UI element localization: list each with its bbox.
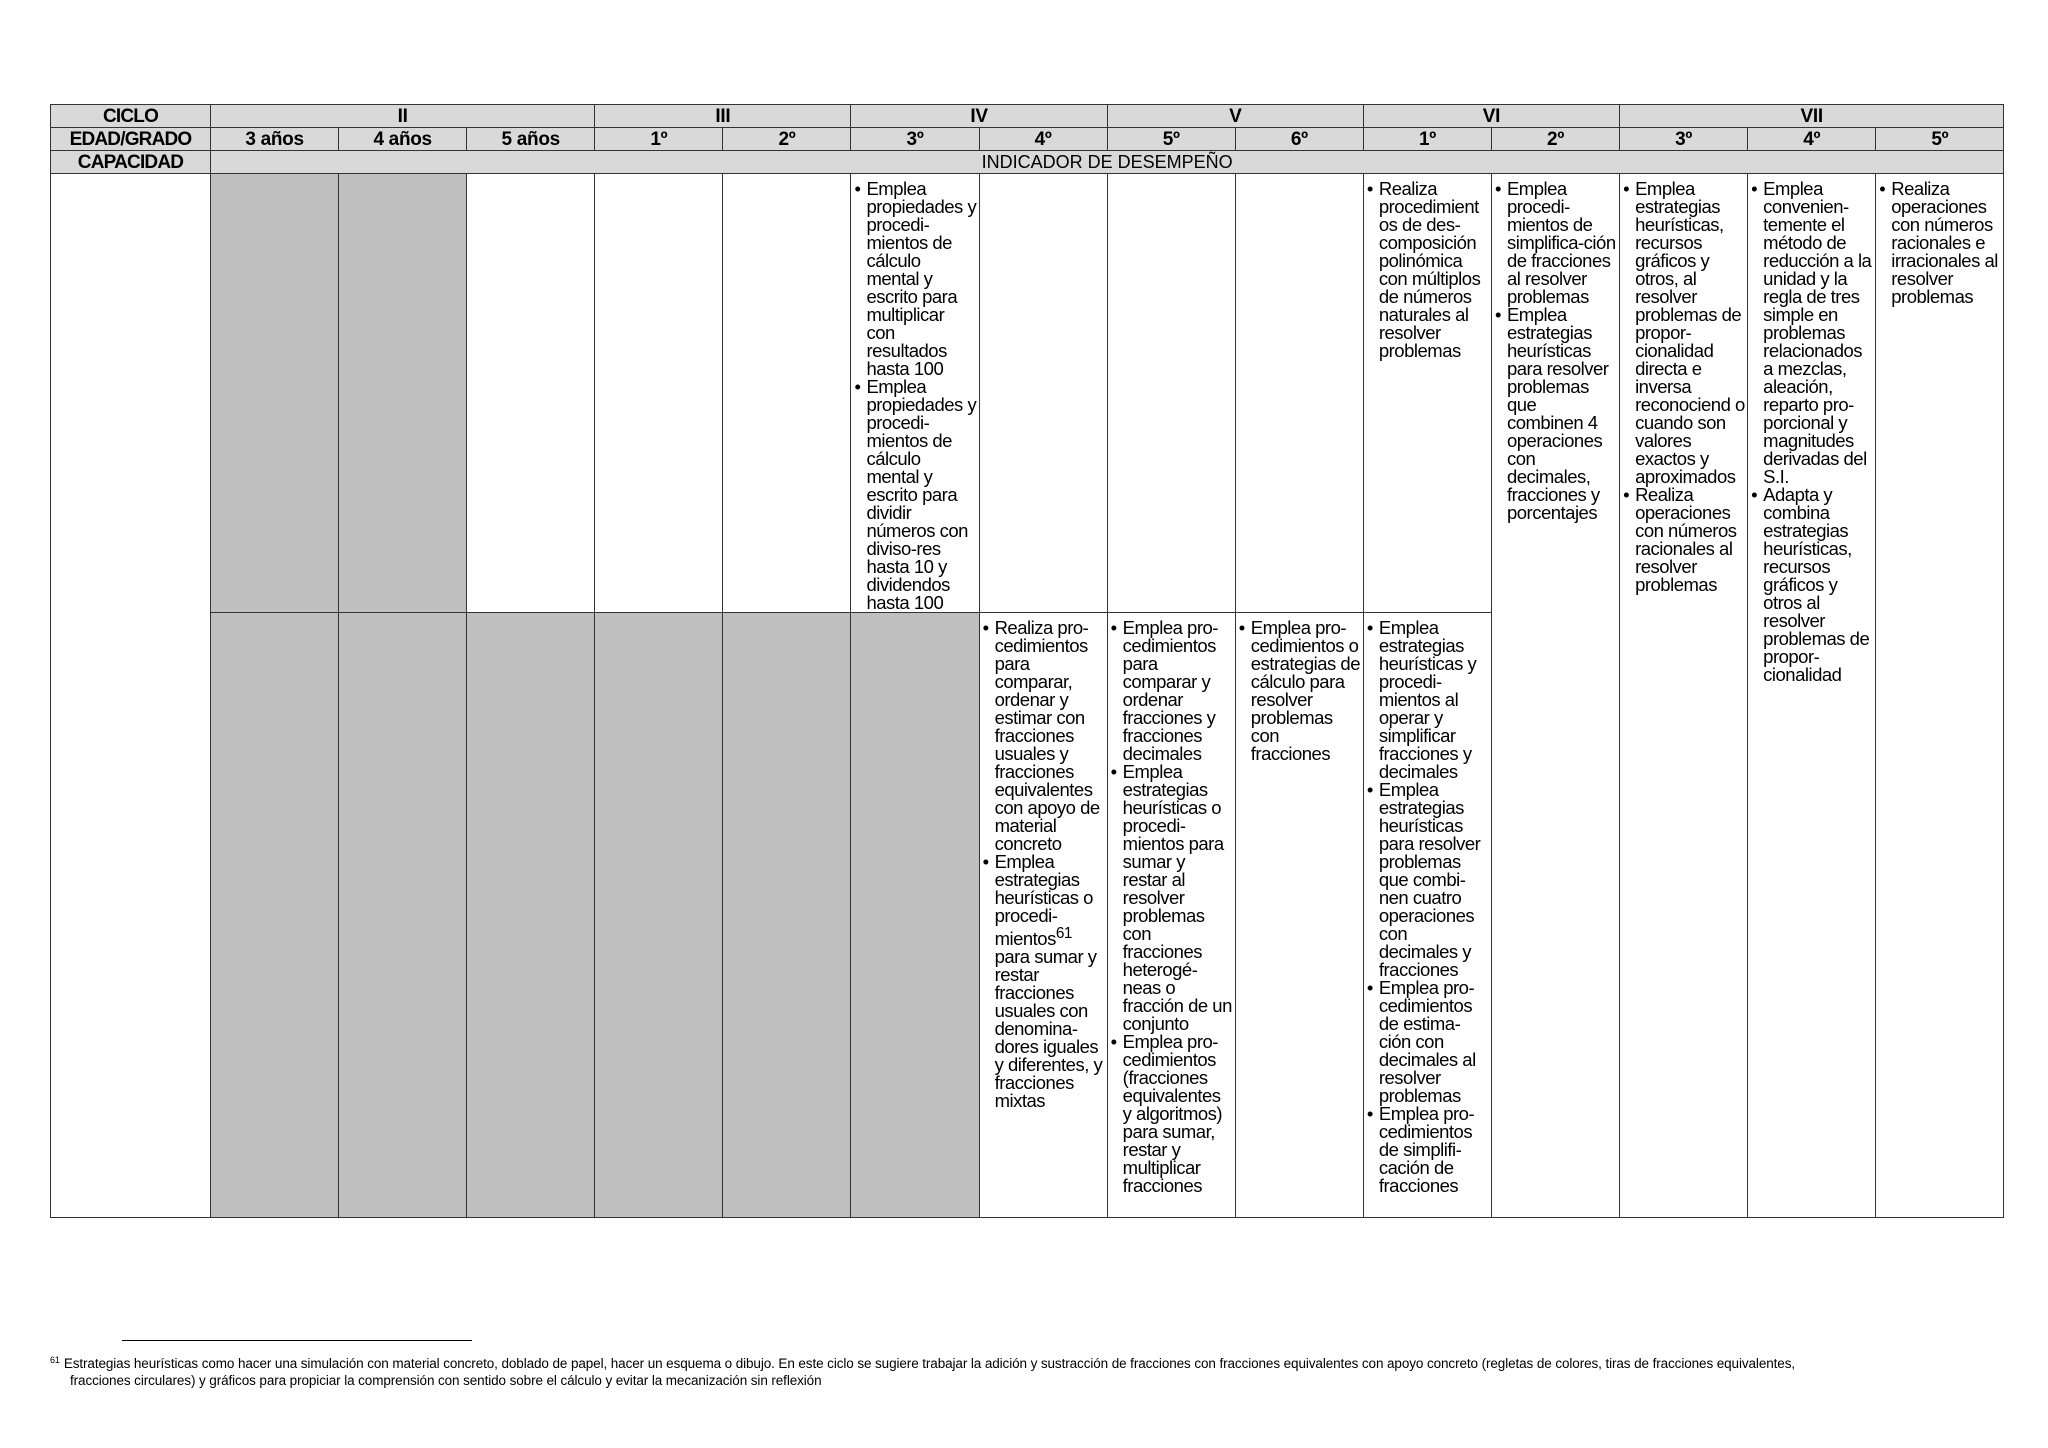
empty-cell bbox=[1235, 174, 1363, 613]
indicator-item: • Emplea pro-cedimientos de estima-ción con decimales al resolver problemas bbox=[1366, 979, 1489, 1105]
indicator-item: • Emplea pro-cedimientos (fracciones equivalentes y algoritmos) para sumar, restar y multiplicar fracciones bbox=[1110, 1033, 1233, 1195]
footnote-separator bbox=[122, 1340, 472, 1341]
grado-header: 5 años bbox=[467, 128, 595, 151]
ciclo-label: CICLO bbox=[51, 105, 211, 128]
performance-indicator-table-wrap bbox=[50, 104, 2004, 1218]
indicator-item: • Realiza procedimient os de des-composición polinómica con múltiplos de números naturales al resolver problemas bbox=[1366, 180, 1489, 360]
indicator-item: • Emplea pro-cedimientos de simplifi-cación de fracciones bbox=[1366, 1105, 1489, 1195]
cell-sec-5 bbox=[1876, 174, 2004, 1218]
grado-header: 2º bbox=[1491, 128, 1619, 151]
footnote-ref: 61 bbox=[1055, 925, 1072, 942]
indicator-row-1 bbox=[51, 174, 2004, 613]
empty-cell bbox=[467, 174, 595, 613]
grado-header: 3º bbox=[1620, 128, 1748, 151]
capacidad-label: CAPACIDAD bbox=[51, 151, 211, 174]
indicador-label: INDICADOR DE DESEMPEÑO bbox=[211, 151, 2004, 174]
cell-grado-4-row2 bbox=[979, 613, 1107, 1218]
grado-header: 1º bbox=[1363, 128, 1491, 151]
capacidad-header-row bbox=[51, 151, 2004, 174]
indicator-item: • Emplea estrategias heurísticas, recursos gráficos y otros, al resolver problemas de propor-cionalidad directa e inversa reconociend o cuando son valores exactos y aproximados bbox=[1622, 180, 1745, 486]
empty-shaded-cell bbox=[467, 613, 595, 1218]
grado-header: 4º bbox=[1748, 128, 1876, 151]
indicator-item: • Emplea procedi-mientos de simplifica-ción de fracciones al resolver problemas bbox=[1494, 180, 1617, 306]
indicator-item: • Emplea estrategias heurísticas para resolver problemas que combinen 4 operaciones con decimales, fracciones y porcentajes bbox=[1494, 306, 1617, 522]
footnote-text-line2: fracciones circulares) y gráficos para propiciar la comprensión con sentido sobre el cálculo y evitar la mecanización sin reflexión bbox=[70, 1373, 822, 1388]
grado-header: 3º bbox=[851, 128, 979, 151]
performance-indicator-table bbox=[50, 104, 2004, 1218]
indicator-item bbox=[982, 853, 1105, 1110]
empty-shaded-cell bbox=[723, 613, 851, 1218]
indicator-item: • Adapta y combina estrategias heurísticas, recursos gráficos y otros al resolver problemas de propor-cionalidad bbox=[1750, 486, 1873, 684]
empty-cell bbox=[979, 174, 1107, 613]
indicator-item: • Realiza operaciones con números racionales e irracionales al resolver problemas bbox=[1878, 180, 2001, 306]
indicator-item: • Realiza operaciones con números racionales al resolver problemas bbox=[1622, 486, 1745, 594]
cell-sec-2 bbox=[1491, 174, 1619, 1218]
cell-sec-1-row2 bbox=[1363, 613, 1491, 1218]
grado-header: 2º bbox=[723, 128, 851, 151]
ciclo-vii: VII bbox=[1620, 105, 2004, 128]
empty-shaded-cell bbox=[851, 613, 979, 1218]
cell-grado-6-row2 bbox=[1235, 613, 1363, 1218]
empty-shaded-cell bbox=[595, 613, 723, 1218]
cell-grado-3-row1 bbox=[851, 174, 979, 613]
indicator-item: • Emplea estrategias heurísticas para resolver problemas que combi-nen cuatro operaciones con decimales y fracciones bbox=[1366, 781, 1489, 979]
grado-header-row bbox=[51, 128, 2004, 151]
grado-header: 5º bbox=[1107, 128, 1235, 151]
cell-grado-5-row2 bbox=[1107, 613, 1235, 1218]
ciclo-iii: III bbox=[595, 105, 851, 128]
indicator-text: para sumar y restar fracciones usuales con denomina-dores iguales y diferentes, y fracciones mixtas bbox=[994, 946, 1103, 1112]
grado-header: 5º bbox=[1876, 128, 2004, 151]
empty-shaded-cell bbox=[339, 613, 467, 1218]
cell-sec-4 bbox=[1748, 174, 1876, 1218]
grado-header: 4º bbox=[979, 128, 1107, 151]
indicator-item: • Realiza pro-cedimientos para comparar, ordenar y estimar con fracciones usuales y fracciones equivalentes con apoyo de material concreto bbox=[982, 619, 1105, 853]
grado-header: 6º bbox=[1235, 128, 1363, 151]
indicator-item: • Emplea propiedades y procedi-mientos de cálculo mental y escrito para multiplicar con resultados hasta 100 bbox=[853, 180, 976, 378]
empty-shaded-cell bbox=[211, 613, 339, 1218]
empty-shaded-cell bbox=[339, 174, 467, 613]
footnote bbox=[50, 1352, 2000, 1389]
ciclo-vi: VI bbox=[1363, 105, 1619, 128]
footnote-marker: 61 bbox=[50, 1355, 60, 1365]
capacidad-cell bbox=[51, 174, 211, 1218]
indicator-item: • Emplea convenien-temente el método de reducción a la unidad y la regla de tres simple en problemas relacionados a mezclas, aleación, reparto pro-porcional y magnitudes derivadas del S.I. bbox=[1750, 180, 1873, 486]
ciclo-iv: IV bbox=[851, 105, 1107, 128]
empty-cell bbox=[723, 174, 851, 613]
ciclo-header-row bbox=[51, 105, 2004, 128]
indicator-item: • Emplea pro-cedimientos o estrategias de cálculo para resolver problemas con fracciones bbox=[1238, 619, 1361, 763]
footnote-text-line1: Estrategias heurísticas como hacer una simulación con material concreto, doblado de papel, hacer un esquema o dibujo. En este ciclo se sugiere trabajar la adición y sustracción de fracciones con fracciones equivalentes con apoyo concreto (regletas de colores, tiras de fracciones equivalentes, bbox=[63, 1356, 1795, 1371]
indicator-text: Emplea estrategias heurísticas o procedi-mientos bbox=[994, 851, 1093, 950]
ciclo-v: V bbox=[1107, 105, 1363, 128]
edad-grado-label: EDAD/GRADO bbox=[51, 128, 211, 151]
empty-cell bbox=[595, 174, 723, 613]
grado-header: 1º bbox=[595, 128, 723, 151]
grado-header: 4 años bbox=[339, 128, 467, 151]
indicator-item: • Emplea propiedades y procedi-mientos de cálculo mental y escrito para dividir números con diviso-res hasta 10 y dividendos hasta 100 bbox=[853, 378, 976, 612]
cell-sec-1-row1 bbox=[1363, 174, 1491, 613]
grado-header: 3 años bbox=[211, 128, 339, 151]
empty-shaded-cell bbox=[211, 174, 339, 613]
cell-sec-3 bbox=[1620, 174, 1748, 1218]
indicator-item: • Emplea estrategias heurísticas o procedi-mientos para sumar y restar al resolver problemas con fracciones heterogé-neas o fracción de un conjunto bbox=[1110, 763, 1233, 1033]
indicator-item: • Emplea estrategias heurísticas y procedi-mientos al operar y simplificar fracciones y decimales bbox=[1366, 619, 1489, 781]
ciclo-ii: II bbox=[211, 105, 595, 128]
indicator-item: • Emplea pro-cedimientos para comparar y ordenar fracciones y fracciones decimales bbox=[1110, 619, 1233, 763]
empty-cell bbox=[1107, 174, 1235, 613]
